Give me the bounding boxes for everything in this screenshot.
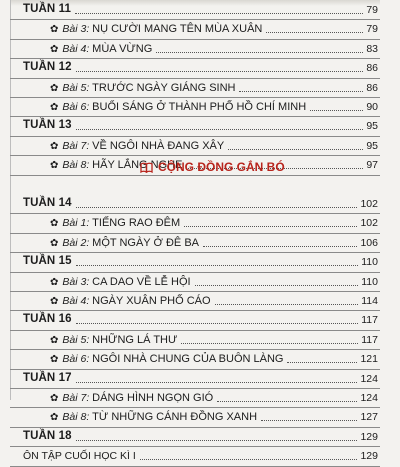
- page-number: 117: [361, 314, 378, 327]
- page-number: 110: [361, 275, 378, 288]
- week-label: TUẦN 11: [23, 3, 71, 15]
- toc-week-row: [10, 428, 380, 447]
- lesson-number: Bài 4:: [62, 295, 90, 307]
- page-number: 86: [366, 62, 378, 75]
- lesson-title: NHỮNG LÁ THƯ: [92, 333, 178, 346]
- dot-leader: [76, 129, 364, 130]
- toc-lesson-row: [10, 331, 380, 350]
- flower-icon: ✿: [50, 296, 59, 307]
- toc-review-row: [10, 447, 380, 466]
- lesson-number: Bài 5:: [62, 81, 90, 94]
- page-number: 114: [361, 295, 378, 307]
- lesson-title: TIẾNG RAO ĐÊM: [92, 217, 181, 230]
- lesson-title: MÙA VỪNG: [92, 42, 153, 55]
- page-number: 79: [366, 4, 378, 16]
- dot-leader: [261, 420, 357, 421]
- toc-lesson-row: [10, 234, 380, 253]
- page-number: 90: [366, 101, 378, 113]
- lesson-title: HÃY LẮNG NGHE: [92, 159, 183, 172]
- dot-leader: [287, 362, 357, 363]
- page-number: 102: [360, 198, 378, 210]
- toc-lesson-row: [10, 98, 380, 117]
- page-number: 79: [366, 23, 378, 36]
- dot-leader: [181, 343, 358, 344]
- dot-leader: [310, 110, 363, 111]
- lesson-number: Bài 8:: [62, 411, 90, 424]
- page-number: 129: [360, 450, 378, 463]
- lesson-number: Bài 3:: [62, 23, 90, 36]
- dot-leader: [217, 401, 357, 402]
- dot-leader: [184, 226, 357, 227]
- page-number: 83: [366, 42, 378, 55]
- week-label: TUẦN 12: [23, 61, 72, 74]
- dot-leader: [228, 149, 363, 150]
- week-label: TUẦN 15: [23, 255, 72, 268]
- section-title: CỘNG ĐỒNG GẮN BÓ: [158, 160, 285, 174]
- flower-icon: ✿: [50, 237, 59, 249]
- page-number: 97: [366, 159, 378, 172]
- toc-lesson-row: [10, 389, 380, 408]
- lesson-number: Bài 8:: [62, 159, 90, 172]
- flower-icon: ✿: [50, 412, 59, 424]
- week-label: TUẦN 13: [23, 119, 72, 132]
- toc-week-row: [10, 370, 380, 389]
- lesson-number: Bài 4:: [62, 42, 90, 55]
- lesson-title: VỀ NGÔI NHÀ ĐANG XÂY: [92, 139, 225, 152]
- row-divider: [10, 466, 380, 467]
- toc-lesson-row: [10, 214, 380, 233]
- flower-icon: ✿: [50, 140, 59, 152]
- flower-icon: ✿: [50, 218, 59, 230]
- toc-lesson-row: [10, 273, 380, 292]
- flower-icon: ✿: [50, 276, 59, 288]
- page-number: 110: [361, 256, 378, 269]
- lesson-title: CA DAO VỀ LỄ HỘI: [92, 275, 191, 288]
- lesson-number: Bài 5:: [62, 333, 90, 346]
- open-book-icon: [140, 162, 153, 176]
- lesson-number: Bài 6:: [62, 101, 90, 113]
- page-number: 86: [366, 81, 378, 94]
- dot-leader: [140, 459, 358, 460]
- dot-leader: [75, 13, 363, 14]
- toc-lesson-row: [10, 40, 380, 59]
- lesson-number: Bài 6:: [62, 353, 90, 366]
- dot-leader: [76, 440, 358, 441]
- lesson-title: DÁNG HÌNH NGỌN GIÓ: [92, 392, 214, 404]
- week-label: TUẦN 14: [23, 197, 72, 209]
- page-number: 95: [366, 139, 378, 152]
- toc-lesson-row: [10, 350, 380, 369]
- toc-week-row: [10, 117, 380, 136]
- flower-icon: ✿: [50, 160, 59, 172]
- page-number: 124: [360, 392, 378, 404]
- lesson-number: Bài 1:: [62, 217, 90, 230]
- dot-leader: [239, 91, 363, 92]
- lesson-title: NỤ CƯỜI MANG TÊN MÙA XUÂN: [92, 23, 263, 36]
- lesson-title: TRƯỚC NGÀY GIÁNG SINH: [92, 81, 236, 94]
- flower-icon: ✿: [50, 393, 59, 404]
- dot-leader: [156, 52, 363, 53]
- dot-leader: [215, 304, 359, 305]
- page-number: 124: [360, 372, 378, 385]
- lesson-number: Bài 7:: [62, 392, 90, 404]
- page-number: 121: [360, 353, 378, 366]
- flower-icon: ✿: [50, 102, 59, 113]
- section-heading: [140, 160, 285, 176]
- flower-icon: ✿: [50, 43, 59, 55]
- lesson-number: Bài 3:: [62, 275, 90, 288]
- dot-leader: [76, 71, 364, 72]
- lesson-number: Bài 2:: [62, 236, 90, 249]
- toc-week-row: [10, 195, 380, 214]
- week-label: TUẦN 18: [23, 429, 72, 442]
- page-number: 106: [360, 236, 378, 249]
- page-number: 127: [360, 411, 378, 424]
- week-label: TUẦN 17: [23, 371, 72, 384]
- dot-leader: [195, 285, 359, 286]
- toc-week-row: [10, 1, 380, 20]
- week-label: TUẦN 16: [23, 313, 72, 326]
- toc-week-row: [10, 253, 380, 272]
- dot-leader: [76, 382, 358, 383]
- flower-icon: ✿: [50, 354, 59, 366]
- lesson-number: Bài 7:: [62, 139, 90, 152]
- lesson-title: NGÔI NHÀ CHUNG CỦA BUÔN LÀNG: [92, 353, 284, 366]
- toc-lesson-row: [10, 20, 380, 39]
- toc-week-row: [10, 59, 380, 78]
- page-number: 129: [360, 430, 378, 443]
- dot-leader: [76, 323, 359, 324]
- toc-lesson-row: [10, 79, 380, 98]
- page-number: 95: [366, 120, 378, 133]
- flower-icon: ✿: [50, 24, 59, 36]
- lesson-title: BUỔI SÁNG Ở THÀNH PHỐ HỒ CHÍ MINH: [92, 101, 307, 113]
- toc-lesson-row: [10, 137, 380, 156]
- lesson-title: MỘT NGÀY Ở ĐÊ BA: [92, 236, 199, 249]
- page-number: 117: [361, 333, 378, 346]
- lesson-title: NGÀY XUÂN PHỐ CÁO: [92, 295, 211, 307]
- dot-leader: [203, 246, 357, 247]
- dot-leader: [266, 32, 363, 33]
- lesson-title: TỪ NHỮNG CÁNH ĐỒNG XANH: [92, 411, 258, 424]
- page-number: 102: [360, 217, 378, 230]
- review-label: ÔN TẬP CUỐI HỌC KÌ I: [23, 450, 136, 463]
- flower-icon: ✿: [50, 334, 59, 346]
- dot-leader: [76, 207, 358, 208]
- dot-leader: [76, 265, 359, 266]
- flower-icon: ✿: [50, 82, 59, 94]
- toc-lesson-row: [10, 292, 380, 311]
- toc-week-row: [10, 311, 380, 330]
- toc-lesson-row: [10, 408, 380, 427]
